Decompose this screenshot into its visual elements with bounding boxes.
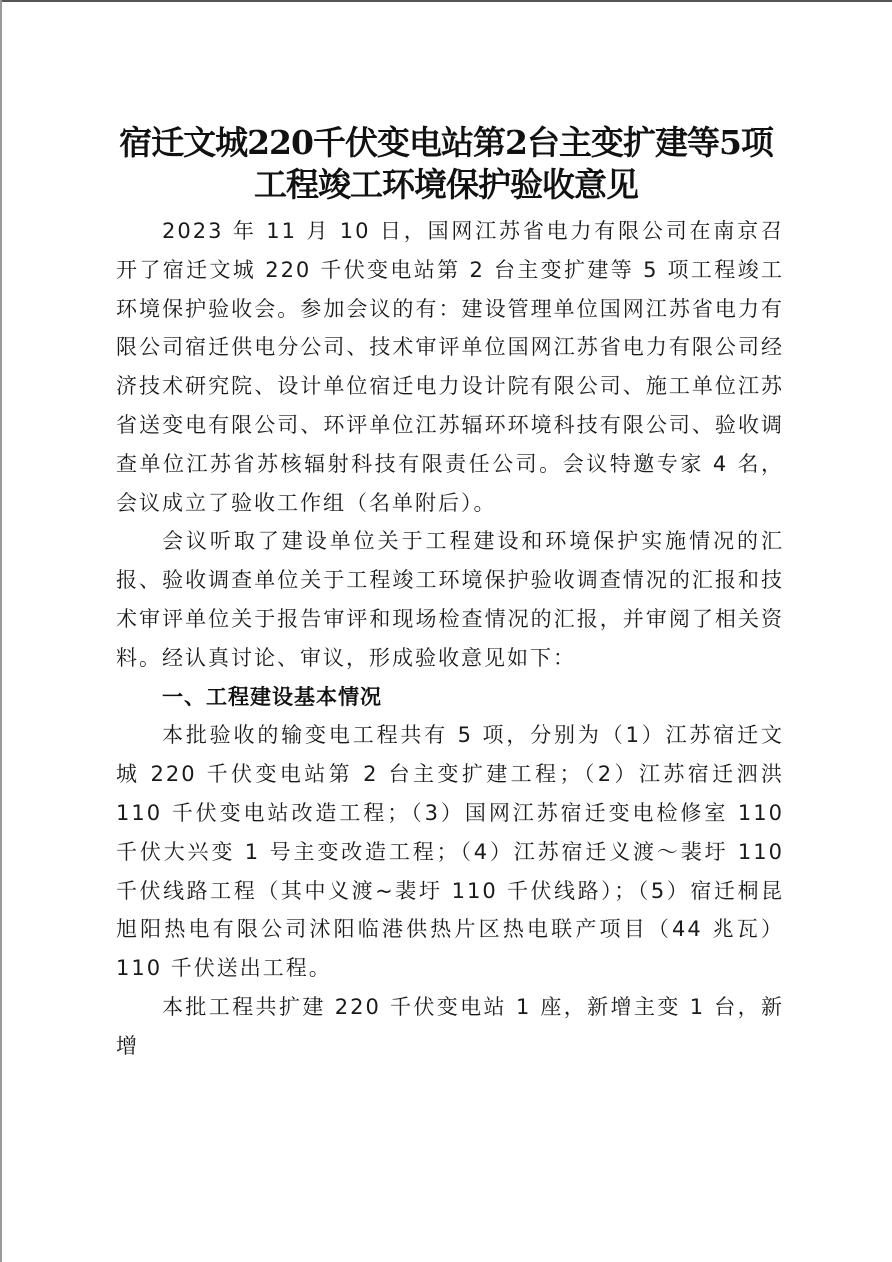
paragraph-meeting-intro: 2023 年 11 月 10 日，国网江苏省电力有限公司在南京召开了宿迁文城 220 千伏变电站第 2 台主变扩建等 5 项工程竣工环境保护验收会。参加会议的有：建设管理单位国网江苏省电力有限公司宿迁供电分公司、技术审评单位国网江苏省电力有限公司经济技术研究院、设计单位宿迁电力设计院有限公司、施工单位江苏省送变电有限公司、环评单位江苏辐环环境科技有限公司、验收调查单位江苏省苏核辐射科技有限责任公司。会议特邀专家 4 名，会议成立了验收工作组（名单附后）。 — [116, 219, 784, 515]
document-title-line-2: 工程竣工环境保护验收意见 — [254, 165, 638, 204]
document-title-line-1: 宿迁文城220千伏变电站第2台主变扩建等5项 — [119, 123, 773, 162]
paragraph-meeting-process: 会议听取了建设单位关于工程建设和环境保护实施情况的汇报、验收调查单位关于工程竣工环境保护验收调查情况的汇报和技术审评单位关于报告审评和现场检查情况的汇报，并审阅了相关资料。经认真讨论、审议，形成验收意见如下： — [116, 529, 784, 670]
section-heading-basic-info: 一、工程建设基本情况 — [162, 684, 382, 709]
paragraph-project-list: 本批验收的输变电工程共有 5 项，分别为（1）江苏宿迁文城 220 千伏变电站第 2 台主变扩建工程；（2）江苏宿迁泗洪 110 千伏变电站改造工程；（3）国网江苏宿迁变电检修室 110 千伏大兴变 1 号主变改造工程；（4）江苏宿迁义渡～裴圩 110 千伏线路工程（其中义渡~裴圩 110 千伏线路）；（5）宿迁桐昆旭阳热电有限公司沭阳临港供热片区热电联产项目（44 兆瓦）110 千伏送出工程。 — [116, 723, 784, 981]
document-body — [116, 212, 784, 1066]
paragraph-project-scale: 本批工程共扩建 220 千伏变电站 1 座，新增主变 1 台，新增 — [116, 994, 784, 1058]
